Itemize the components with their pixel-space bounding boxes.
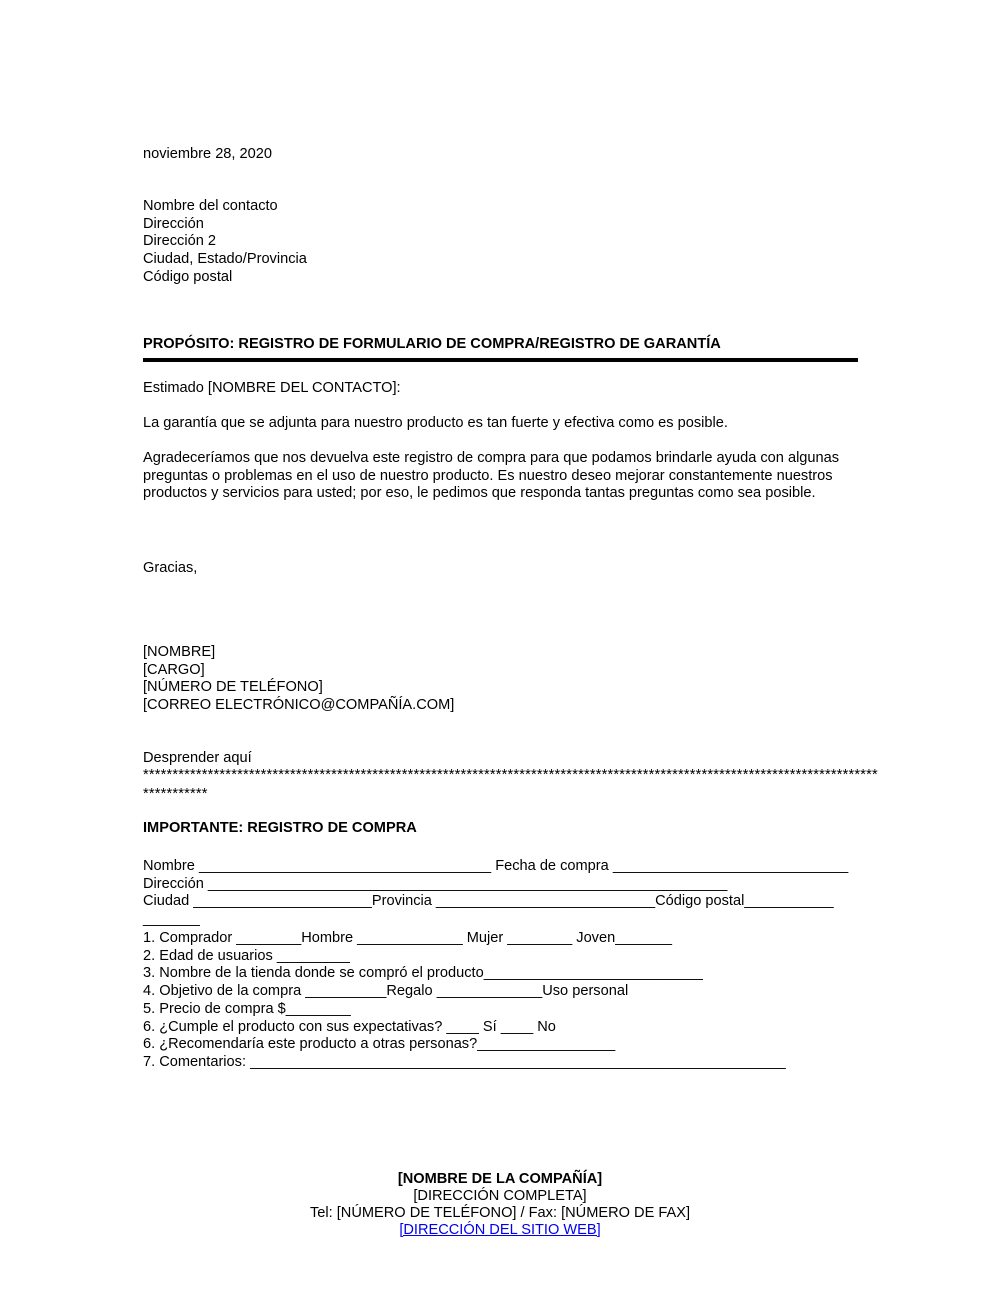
tear-asterisks-line2: *********** (143, 785, 208, 802)
recipient-contact-name: Nombre del contacto (143, 198, 278, 214)
letter-date: noviembre 28, 2020 (143, 146, 272, 162)
subject-heading: PROPÓSITO: REGISTRO DE FORMULARIO DE COMPRA/REGISTRO DE GARANTÍA (143, 336, 858, 362)
tear-asterisks-line1: ***************************************************************************************************************************** (143, 767, 878, 783)
footer-website-line (0, 1222, 1000, 1240)
signature-email: [CORREO ELECTRÓNICO@COMPAÑÍA.COM] (143, 697, 455, 714)
recipient-address2: Dirección 2 (143, 233, 216, 250)
form-row-name-date: Nombre ____________________________________ Fecha de compra _____________________________ (143, 858, 849, 874)
footer-company-name: [NOMBRE DE LA COMPAÑÍA] (397, 1171, 603, 1187)
closing: Gracias, (143, 560, 198, 576)
tear-divider (143, 766, 878, 803)
salutation: Estimado [NOMBRE DEL CONTACTO]: (143, 380, 401, 396)
paragraph-1: La garantía que se adjunta para nuestro producto es tan fuerte y efectiva como es posible. (143, 415, 728, 431)
footer-address: [DIRECCIÓN COMPLETA] (413, 1188, 587, 1204)
question-store-name: 3. Nombre de la tienda donde se compró el producto___________________________ (143, 965, 703, 982)
question-user-age: 2. Edad de usuarios _________ (143, 947, 350, 964)
form-fields-block (143, 858, 863, 929)
recipient-block (143, 198, 863, 287)
paragraph-2: Agradeceríamos que nos devuelva este registro de compra para que podamos brindarle ayuda con algunas preguntas o problemas en el uso de nuestro producto. Es nuestro deseo mejorar constantemente nuestros productos y servicios para usted; por eso, le pedimos que responda tantas preguntas como sea posible. (143, 450, 840, 502)
question-purchase-purpose: 4. Objetivo de la compra __________Regalo _____________Uso personal (143, 983, 629, 1000)
question-recommend: 6. ¿Recomendaría este producto a otras personas?_________________ (143, 1036, 616, 1053)
signature-block (143, 644, 863, 715)
questionnaire-block (143, 930, 863, 1072)
form-row-city-province-postal: Ciudad ______________________Provincia ___________________________Código postal___________ (143, 893, 834, 910)
question-purchase-price: 5. Precio de compra $________ (143, 1000, 351, 1017)
question-comments: 7. Comentarios: __________________________________________________________________ (143, 1053, 786, 1070)
website-link[interactable]: [DIRECCIÓN DEL SITIO WEB] (399, 1222, 601, 1238)
footer-tel-fax: Tel: [NÚMERO DE TELÉFONO] / Fax: [NÚMERO DE FAX] (309, 1205, 691, 1221)
form-row-address: Dirección ________________________________________________________________ (143, 875, 728, 892)
question-buyer: 1. Comprador ________Hombre _____________ Mujer ________ Joven_______ (143, 930, 673, 946)
form-heading: IMPORTANTE: REGISTRO DE COMPRA (143, 820, 417, 836)
signature-name: [NOMBRE] (143, 644, 216, 660)
recipient-postal-code: Código postal (143, 268, 233, 285)
recipient-address1: Dirección (143, 215, 204, 232)
form-row-continuation-blank: _______ (143, 911, 200, 928)
signature-title: [CARGO] (143, 661, 205, 678)
question-meets-expectations: 6. ¿Cumple el producto con sus expectativas? ____ Sí ____ No (143, 1018, 556, 1035)
tear-here-label: Desprender aquí (143, 750, 252, 766)
signature-phone: [NÚMERO DE TELÉFONO] (143, 679, 323, 696)
recipient-city-state: Ciudad, Estado/Provincia (143, 251, 307, 268)
